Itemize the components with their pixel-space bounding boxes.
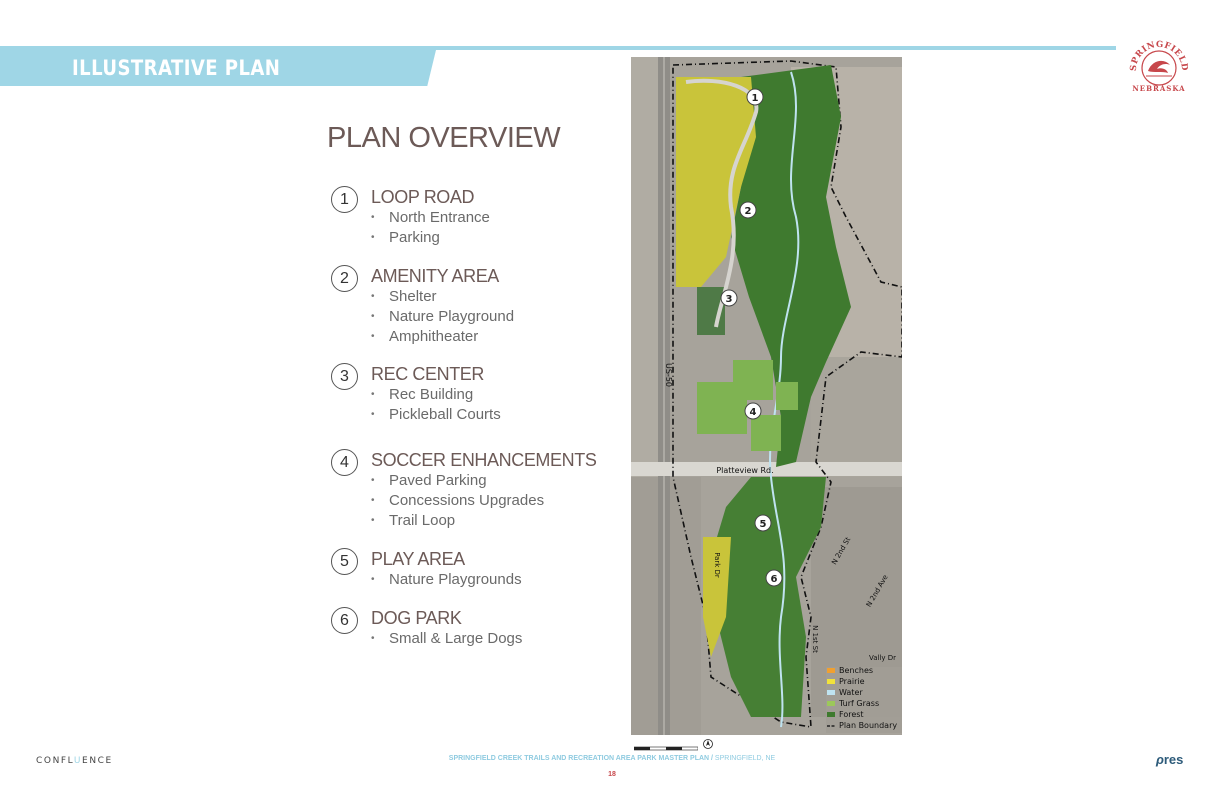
road-label-highway: US-50 bbox=[664, 363, 673, 387]
partner-logo-icon: ρ bbox=[1156, 752, 1164, 767]
road-label-park-dr: Park Dr bbox=[713, 552, 721, 578]
scale-bar bbox=[634, 738, 698, 744]
road-label-vally-dr: Vally Dr bbox=[869, 654, 897, 662]
item-number: 1 bbox=[331, 186, 358, 213]
item-detail: • Shelter bbox=[389, 288, 437, 305]
item-number: 6 bbox=[331, 607, 358, 634]
item-detail: • Rec Building bbox=[389, 386, 473, 403]
item-detail: • Paved Parking bbox=[389, 472, 487, 489]
document-title bbox=[380, 755, 844, 762]
north-arrow-icon bbox=[703, 736, 713, 746]
map-legend bbox=[826, 666, 902, 733]
legend-label: Turf Grass bbox=[839, 699, 880, 708]
item-detail: • Nature Playgrounds bbox=[389, 571, 522, 588]
item-title: LOOP ROAD bbox=[371, 187, 475, 207]
legend-label: Plan Boundary bbox=[839, 721, 898, 730]
item-title: REC CENTER bbox=[371, 364, 485, 384]
legend-label: Benches bbox=[839, 666, 874, 675]
map-marker: 1 bbox=[751, 93, 759, 104]
document-location: SPRINGFIELD, NE bbox=[714, 755, 776, 762]
item-title: PLAY AREA bbox=[371, 549, 465, 569]
item-title: SOCCER ENHANCEMENTS bbox=[371, 450, 597, 470]
illustrative-plan-map bbox=[631, 57, 902, 735]
item-detail: • Trail Loop bbox=[389, 512, 455, 529]
item-number: 5 bbox=[331, 548, 358, 575]
road-label-n-2nd-ave: N 2nd Ave bbox=[864, 573, 890, 609]
firm-logo-part: U bbox=[73, 756, 83, 766]
legend-swatch bbox=[827, 690, 835, 695]
section-title: ILLUSTRATIVE PLAN bbox=[72, 56, 281, 80]
item-detail: • Nature Playground bbox=[389, 308, 514, 325]
item-number: 4 bbox=[331, 449, 358, 476]
map-marker: 2 bbox=[744, 206, 752, 217]
firm-logo-part: ENCE bbox=[82, 756, 113, 766]
item-detail: • Concessions Upgrades bbox=[389, 492, 544, 509]
item-number: 3 bbox=[331, 363, 358, 390]
overview-title: PLAN OVERVIEW bbox=[327, 122, 561, 154]
item-title: AMENITY AREA bbox=[371, 266, 499, 286]
item-detail: • Parking bbox=[389, 229, 440, 246]
map-marker: 5 bbox=[759, 519, 767, 530]
partner-logo-text: res bbox=[1163, 752, 1184, 767]
item-detail: • Amphitheater bbox=[389, 328, 478, 345]
partner-logo bbox=[1156, 752, 1183, 767]
logo-state: NEBRASKA bbox=[1132, 84, 1186, 93]
map-marker: 3 bbox=[725, 294, 733, 305]
legend-swatch bbox=[827, 701, 835, 706]
svg-text:SPRINGFIELD bbox=[1129, 40, 1189, 72]
legend-swatch bbox=[827, 668, 835, 673]
item-number: 2 bbox=[331, 265, 358, 292]
road-label-main: Platteview Rd. bbox=[716, 466, 774, 475]
item-detail: • North Entrance bbox=[389, 209, 490, 226]
road-label-n-2nd-st: N 2nd St bbox=[830, 535, 853, 567]
legend-swatch bbox=[827, 679, 835, 684]
header-rule bbox=[0, 46, 1116, 50]
item-detail: • Pickleball Courts bbox=[389, 406, 501, 423]
item-title: DOG PARK bbox=[371, 608, 462, 628]
road-label-n-1st-st: N 1st St bbox=[811, 625, 819, 653]
legend-swatch bbox=[827, 712, 835, 717]
logo-name: SPRINGFIELD bbox=[1128, 39, 1190, 72]
legend-label: Prairie bbox=[839, 677, 865, 686]
firm-logo bbox=[36, 756, 113, 766]
item-detail: • Small & Large Dogs bbox=[389, 630, 522, 647]
legend-label: Water bbox=[839, 688, 863, 697]
legend-label: Forest bbox=[839, 710, 864, 719]
map-marker: 6 bbox=[770, 574, 778, 585]
page-number: 18 bbox=[608, 771, 616, 778]
firm-logo-part: CONFL bbox=[36, 756, 74, 766]
document-title-text: SPRINGFIELD CREEK TRAILS AND RECREATION AREA PARK MASTER PLAN / bbox=[448, 755, 715, 762]
map-marker: 4 bbox=[749, 407, 757, 418]
